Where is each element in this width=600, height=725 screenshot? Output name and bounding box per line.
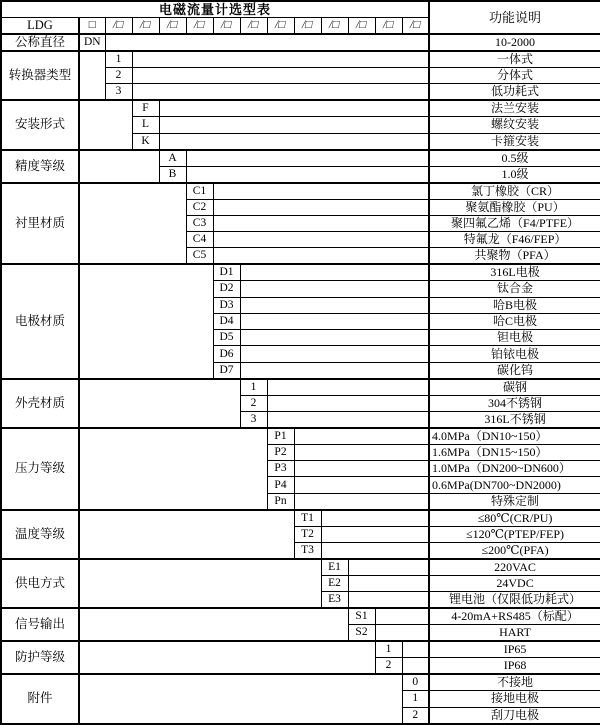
option-code: 3 (240, 411, 267, 428)
model-option-checkbox (132, 18, 159, 35)
diameter-base-code: DN (79, 34, 105, 51)
spacer-cell (79, 428, 267, 510)
option-code: T3 (294, 542, 321, 559)
option-code: S1 (348, 608, 375, 625)
model-option-checkbox-glyph: /□ (355, 19, 368, 31)
option-description: 220VAC (429, 559, 600, 576)
model-option-checkbox (159, 18, 186, 35)
model-option-checkbox-glyph: /□ (382, 19, 395, 31)
spacer-cell (294, 428, 429, 445)
model-option-checkbox (105, 18, 132, 35)
category-label: 转换器类型 (1, 51, 79, 100)
spacer-cell (348, 575, 429, 591)
spacer-cell (267, 379, 429, 396)
option-description: 304不锈钢 (429, 395, 600, 411)
model-option-checkbox-glyph: /□ (328, 19, 341, 31)
option-code: D2 (213, 281, 240, 297)
option-description: 316L不锈钢 (429, 411, 600, 428)
spacer-cell (240, 281, 429, 297)
option-code: 0 (402, 674, 429, 691)
option-description: ≤200℃(PFA) (429, 542, 600, 559)
option-code: 3 (105, 84, 132, 101)
spacer-cell (240, 313, 429, 329)
category-label: 附件 (1, 674, 79, 723)
option-description: 刮刀电极 (429, 707, 600, 724)
option-code: P2 (267, 444, 294, 460)
option-description: 接地电极 (429, 691, 600, 707)
spacer-cell (132, 51, 429, 68)
option-code: T1 (294, 510, 321, 527)
option-description: 不接地 (429, 674, 600, 691)
option-description: 哈B电极 (429, 297, 600, 313)
option-code: D1 (213, 264, 240, 281)
option-code: Pn (267, 493, 294, 510)
option-description: 卡箍安装 (429, 133, 600, 150)
spacer-cell (159, 100, 429, 117)
category-label: 衬里材质 (1, 183, 79, 265)
model-option-checkbox (348, 18, 375, 35)
model-option-checkbox (402, 18, 429, 35)
spacer-cell (79, 559, 321, 608)
option-description: 氯丁橡胶（CR） (429, 183, 600, 200)
spacer-cell (240, 362, 429, 379)
option-code: C5 (186, 248, 213, 265)
spacer-cell (213, 215, 429, 231)
category-label: 精度等级 (1, 150, 79, 183)
option-code: 1 (375, 641, 402, 658)
option-code: C4 (186, 232, 213, 248)
option-description: 特殊定制 (429, 493, 600, 510)
spacer-cell (375, 625, 429, 642)
model-base-checkbox: □ (79, 18, 105, 35)
option-description: 1.0MPa（DN200~DN600） (429, 461, 600, 477)
option-code: B (159, 166, 186, 183)
option-description: 0.5级 (429, 150, 600, 167)
model-option-checkbox (213, 18, 240, 35)
option-description: 法兰安装 (429, 100, 600, 117)
category-label: 安装形式 (1, 100, 79, 149)
option-description: 4.0MPa（DN10~150） (429, 428, 600, 445)
spacer-cell (79, 379, 240, 428)
spacer-cell (79, 150, 159, 183)
option-code: D5 (213, 330, 240, 346)
option-description: 螺纹安装 (429, 117, 600, 133)
spacer-cell (213, 183, 429, 200)
model-option-checkbox-glyph: /□ (274, 19, 287, 31)
category-label: 信号输出 (1, 608, 79, 641)
option-description: 锂电池（仅限低功耗式） (429, 592, 600, 609)
category-label: 防护等级 (1, 641, 79, 674)
spacer-cell (186, 150, 429, 167)
model-option-checkbox-glyph: /□ (139, 19, 152, 31)
spacer-cell (213, 232, 429, 248)
spacer-cell (240, 264, 429, 281)
spacer-cell (213, 248, 429, 265)
category-label: 电极材质 (1, 264, 79, 378)
option-description: 铂铱电极 (429, 346, 600, 362)
option-code: K (132, 133, 159, 150)
option-code: P3 (267, 461, 294, 477)
spacer-cell (321, 510, 429, 527)
option-code: 1 (240, 379, 267, 396)
option-description: 低功耗式 (429, 84, 600, 101)
option-description: 聚氨酯橡胶（PU） (429, 199, 600, 215)
model-option-checkbox-glyph: /□ (247, 19, 260, 31)
option-description: 1.0级 (429, 166, 600, 183)
model-option-checkbox-glyph: /□ (112, 19, 125, 31)
selection-table-body (1, 1, 600, 724)
model-prefix-label: LDG (1, 18, 79, 35)
option-code: A (159, 150, 186, 167)
option-description: 0.6MPa(DN700~DN2000) (429, 477, 600, 493)
model-option-checkbox-glyph: /□ (409, 19, 422, 31)
spacer-cell (132, 84, 429, 101)
option-code: 2 (402, 707, 429, 724)
spacer-cell (79, 100, 132, 149)
option-code: S2 (348, 625, 375, 642)
category-label: 供电方式 (1, 559, 79, 608)
option-description: 碳化钨 (429, 362, 600, 379)
spacer-cell (402, 658, 429, 675)
spacer-cell (79, 183, 186, 265)
spacer-cell (79, 510, 294, 559)
spacer-cell (186, 166, 429, 183)
model-option-checkbox-glyph: /□ (301, 19, 314, 31)
spacer-cell (79, 264, 213, 378)
option-description: 碳钢 (429, 379, 600, 396)
spacer-cell (79, 608, 348, 641)
option-code: 1 (105, 51, 132, 68)
spacer-cell (79, 674, 402, 723)
option-code: 2 (375, 658, 402, 675)
model-option-checkbox (321, 18, 348, 35)
option-description: 316L电极 (429, 264, 600, 281)
option-description: 聚四氟乙烯（F4/PTFE） (429, 215, 600, 231)
category-label: 外壳材质 (1, 379, 79, 428)
spacer-cell (321, 526, 429, 542)
spacer-cell (132, 68, 429, 84)
option-description: 共聚物（PFA） (429, 248, 600, 265)
option-description: HART (429, 625, 600, 642)
spacer-cell (213, 199, 429, 215)
option-description: 哈C电极 (429, 313, 600, 329)
spacer-cell (240, 330, 429, 346)
model-option-checkbox (186, 18, 213, 35)
option-code: F (132, 100, 159, 117)
option-description: 一体式 (429, 51, 600, 68)
option-code: D3 (213, 297, 240, 313)
option-code: P4 (267, 477, 294, 493)
spacer-cell (79, 641, 375, 674)
spacer-cell (348, 559, 429, 576)
spacer-cell (375, 608, 429, 625)
option-code: E1 (321, 559, 348, 576)
option-description: ≤120℃(PTEP/FEP) (429, 526, 600, 542)
option-code: P1 (267, 428, 294, 445)
option-description: IP68 (429, 658, 600, 675)
category-label: 压力等级 (1, 428, 79, 510)
option-code: 1 (402, 691, 429, 707)
spacer-cell (294, 461, 429, 477)
option-code: D6 (213, 346, 240, 362)
table-title: 电磁流量计选型表 (1, 1, 429, 18)
option-code: D7 (213, 362, 240, 379)
option-code: 2 (240, 395, 267, 411)
option-description: 钽电极 (429, 330, 600, 346)
option-description: IP65 (429, 641, 600, 658)
option-code: L (132, 117, 159, 133)
spacer-cell (267, 411, 429, 428)
option-description: 10-2000 (429, 34, 600, 51)
option-description: 1.6MPa（DN15~150） (429, 444, 600, 460)
spacer-cell (79, 51, 105, 100)
spacer-cell (402, 641, 429, 658)
option-code: E2 (321, 575, 348, 591)
spacer-cell (105, 34, 429, 51)
model-option-checkbox-glyph: /□ (220, 19, 233, 31)
spacer-cell (240, 297, 429, 313)
spacer-cell (294, 493, 429, 510)
category-label: 温度等级 (1, 510, 79, 559)
model-option-checkbox (267, 18, 294, 35)
spacer-cell (294, 477, 429, 493)
spacer-cell (267, 395, 429, 411)
option-code: C1 (186, 183, 213, 200)
option-description: 钛合金 (429, 281, 600, 297)
option-description: 特氟龙（F46/FEP） (429, 232, 600, 248)
spacer-cell (159, 133, 429, 150)
option-description: ≤80℃(CR/PU) (429, 510, 600, 527)
model-option-checkbox-glyph: /□ (193, 19, 206, 31)
function-header: 功能说明 (429, 1, 600, 34)
spacer-cell (321, 542, 429, 559)
spacer-cell (240, 346, 429, 362)
option-description: 分体式 (429, 68, 600, 84)
spacer-cell (294, 444, 429, 460)
category-label-diameter: 公称直径 (1, 34, 79, 51)
option-description: 24VDC (429, 575, 600, 591)
spacer-cell (348, 592, 429, 609)
model-option-checkbox-glyph: /□ (166, 19, 179, 31)
option-code: C2 (186, 199, 213, 215)
option-code: 2 (105, 68, 132, 84)
spacer-cell (159, 117, 429, 133)
model-option-checkbox (240, 18, 267, 35)
model-option-checkbox (375, 18, 402, 35)
model-option-checkbox (294, 18, 321, 35)
option-code: C3 (186, 215, 213, 231)
option-code: T2 (294, 526, 321, 542)
option-code: E3 (321, 592, 348, 609)
option-code: D4 (213, 313, 240, 329)
option-description: 4-20mA+RS485（标配） (429, 608, 600, 625)
